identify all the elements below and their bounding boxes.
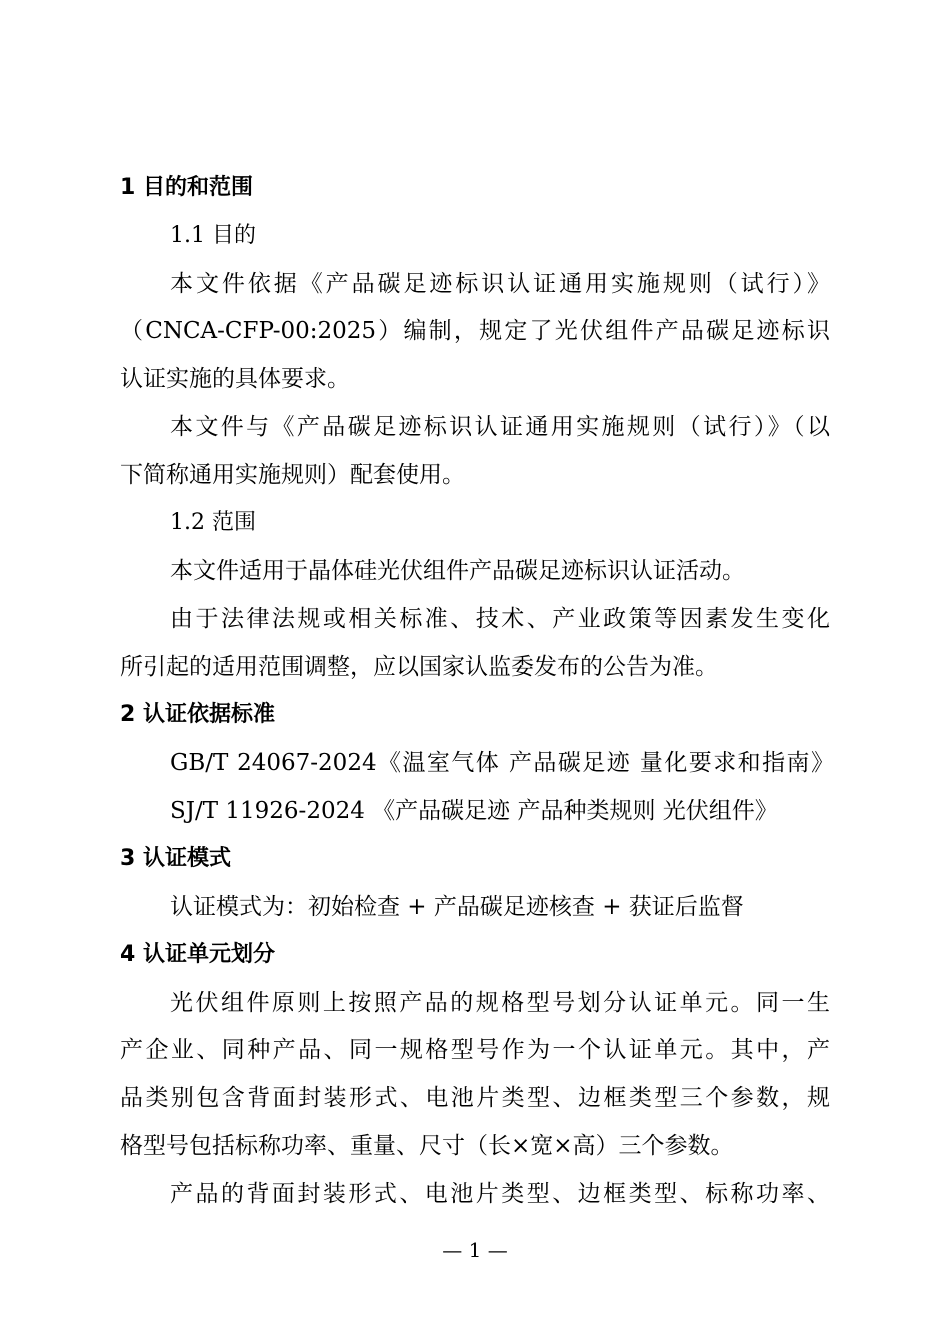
paragraph-line: 下简称通用实施规则）配套使用。 bbox=[120, 462, 465, 488]
paragraph-line: 认证实施的具体要求。 bbox=[120, 366, 350, 392]
section-3-heading: 3 认证模式 bbox=[120, 846, 231, 871]
paragraph-line: 所引起的适用范围调整，应以国家认监委发布的公告为准。 bbox=[120, 654, 718, 680]
paragraph-line: 本文件与《产品碳足迹标识认证通用实施规则（试行）》（以 bbox=[170, 414, 830, 440]
paragraph-line: 光伏组件原则上按照产品的规格型号划分认证单元。同一生 bbox=[170, 990, 830, 1016]
paragraph-line: 格型号包括标称功率、重量、尺寸（长×宽×高）三个参数。 bbox=[120, 1133, 734, 1159]
section-1-heading: 1 目的和范围 bbox=[120, 175, 253, 200]
paragraph-line: 本文件适用于晶体硅光伏组件产品碳足迹标识认证活动。 bbox=[170, 558, 745, 584]
page-number: — 1 — bbox=[442, 1238, 508, 1262]
section-1-2-heading: 1.2 范围 bbox=[170, 510, 256, 535]
paragraph-line: 产企业、同种产品、同一规格型号作为一个认证单元。其中，产 bbox=[120, 1037, 830, 1063]
paragraph-line: 产品的背面封装形式、电池片类型、边框类型、标称功率、 bbox=[170, 1181, 830, 1207]
certification-mode-text: 认证模式为：初始检查 + 产品碳足迹核查 + 获证后监督 bbox=[170, 894, 744, 920]
standard-reference: GB/T 24067-2024《温室气体 产品碳足迹 量化要求和指南》 bbox=[170, 750, 834, 776]
section-1-1-heading: 1.1 目的 bbox=[170, 223, 256, 248]
paragraph-line: 品类别包含背面封装形式、电池片类型、边框类型三个参数，规 bbox=[120, 1085, 830, 1111]
paragraph-line: 本文件依据《产品碳足迹标识认证通用实施规则（试行）》 bbox=[170, 271, 830, 297]
standard-reference: SJ/T 11926-2024 《产品碳足迹 产品种类规则 光伏组件》 bbox=[170, 798, 778, 824]
paragraph-line: （CNCA-CFP-00:2025）编制，规定了光伏组件产品碳足迹标识 bbox=[120, 318, 830, 344]
section-4-heading: 4 认证单元划分 bbox=[120, 942, 275, 967]
paragraph-line: 由于法律法规或相关标准、技术、产业政策等因素发生变化 bbox=[170, 606, 830, 632]
section-2-heading: 2 认证依据标准 bbox=[120, 702, 275, 727]
